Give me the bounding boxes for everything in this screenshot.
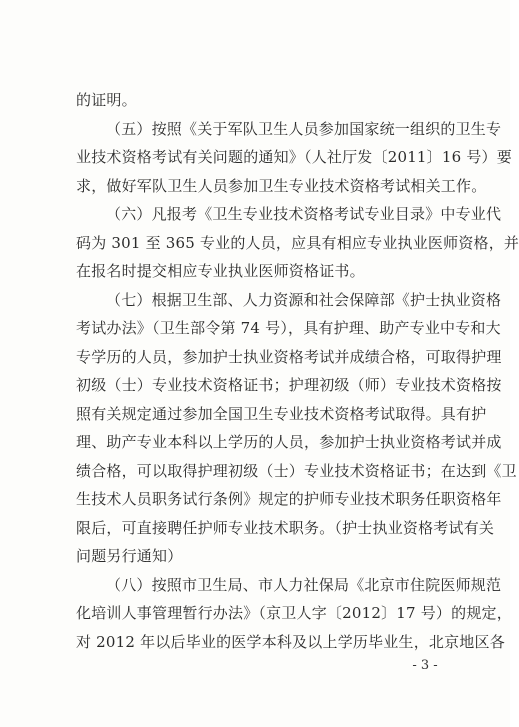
text-line: 初级（士）专业技术资格证书；护理初级（师）专业技术资格按 xyxy=(76,376,502,394)
paragraph-5-start: （五）按照《关于军队卫生人员参加国家统一组织的卫生专 xyxy=(106,119,502,138)
document-body xyxy=(76,86,519,656)
text-line: 绩合格，可以取得护理初级（士）专业技术资格证书；在达到《卫 xyxy=(76,461,517,480)
text-line: 业技术资格考试有关问题的通知》（人社厅发〔2011〕16 号）要 xyxy=(76,148,512,166)
paragraph-8-start: （八）按照市卫生局、市人力社保局《北京市住院医师规范 xyxy=(106,575,502,594)
text-line: 在报名时提交相应专业执业医师资格证书。 xyxy=(76,262,365,280)
page-number: - 3 - xyxy=(412,658,438,673)
text-line: 问题另行通知） xyxy=(76,547,183,565)
text-line: 照有关规定通过参加全国卫生专业技术资格考试取得。具有护 xyxy=(76,404,487,423)
text-line: 专学历的人员，参加护士执业资格考试并成绩合格，可取得护理 xyxy=(76,347,502,366)
text-line: 的证明。 xyxy=(76,91,137,109)
text-line: 考试办法》（卫生部令第 74 号），具有护理、助产专业中专和大 xyxy=(76,319,501,337)
text-line: 码为 301 至 365 专业的人员，应具有相应专业执业医师资格，并 xyxy=(76,233,519,252)
paragraph-7-start: （七）根据卫生部、人力资源和社会保障部《护士执业资格 xyxy=(106,290,502,309)
text-line: 生技术人员职务试行条例》规定的护师专业技术职务任职资格年 xyxy=(76,490,502,508)
paragraph-6-start: （六）凡报考《卫生专业技术资格考试专业目录》中专业代 xyxy=(106,205,502,223)
text-line: 求，做好军队卫生人员参加卫生专业技术资格考试相关工作。 xyxy=(76,176,487,195)
text-line: 化培训人事管理暂行办法》（京卫人字〔2012〕17 号）的规定， xyxy=(76,604,512,622)
text-line: 理、助产专业本科以上学历的人员，参加护士执业资格考试并成 xyxy=(76,433,502,451)
text-line: 限后，可直接聘任护师专业技术职务。（护士执业资格考试有关 xyxy=(76,518,495,537)
text-line: 对 2012 年以后毕业的医学本科及以上学历毕业生，北京地区各 xyxy=(76,632,505,651)
